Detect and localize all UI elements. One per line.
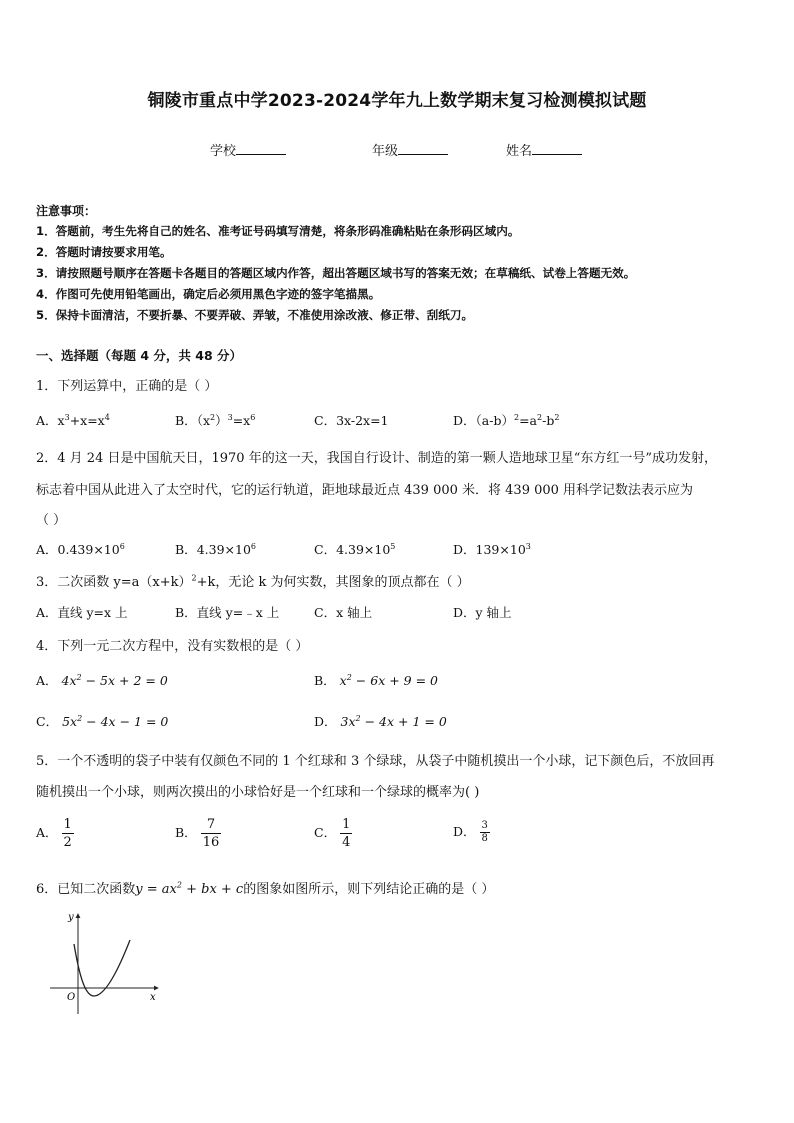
q2-option-c[interactable]: C．$4.39\times 10^5$ [314,541,396,557]
q2-option-d[interactable]: D．$139\times 10^3$ [453,541,531,557]
q5-option-a[interactable] [36,816,74,851]
q4-option-d[interactable]: D． $3x^2 - 4x + 1 = 0$ [314,713,447,729]
question-2-line-2: 标志着中国从此进入了太空时代，它的运行轨道，距地球最近点 439 000 米．将 439 000 用科学记数法表示应为 [36,483,694,498]
x-axis-label: x [150,992,156,1003]
grade-blank[interactable] [398,142,448,155]
q2-option-b-label: B． [175,542,197,557]
school-label: 学校 [210,144,237,159]
q4-option-a-label: A． [36,673,58,688]
name-label: 姓名 [506,144,533,159]
q6-stem-post: 的图象如图所示，则下列结论正确的是（ ） [243,882,495,897]
grade-label: 年级 [372,144,399,159]
q5-option-c-label: C． [314,825,337,840]
q5-c-numerator: 1 [342,817,351,832]
q3-option-a[interactable]: A．直线 y=x 上 [36,605,128,620]
notice-item: 4．作图可先使用铅笔画出，确定后必须用黑色字迹的签字笔描黑。 [36,287,381,301]
notice-item: 2．答题时请按要求用笔。 [36,245,172,259]
question-5-line-1: 5．一个不透明的袋子中装有仅颜色不同的 1 个红球和 3 个绿球，从袋子中随机摸出一个小球，记下颜色后，不放回再 [36,754,715,769]
q5-d-denominator: 8 [481,833,488,844]
q1-option-d[interactable]: D．$(a-b)^2=a^2-b^2$ [453,412,560,428]
notice-item: 1．答题前，考生先将自己的姓名、准考证号码填写清楚，将条形码准确粘贴在条形码区域内。 [36,224,520,238]
q3-option-d[interactable]: D．y 轴上 [453,605,512,620]
q6-function-expression: $y = ax^2$ + bx + c [135,880,244,897]
q4-option-a[interactable]: A． $4x^2 - 5x + 2 = 0$ [36,672,168,688]
q5-option-d-label: D． [453,824,476,839]
origin-label: O [67,992,76,1003]
q5-option-b-label: B． [175,825,197,840]
q2-option-d-label: D． [453,542,476,557]
notice-block [36,202,776,326]
name-field[interactable] [506,140,582,159]
y-axis-label: y [68,912,74,923]
q6-parabola-graph [44,908,164,1020]
q1-option-d-label: D． [453,413,476,428]
q3-option-c[interactable]: C．x 轴上 [314,605,373,620]
q1-option-b[interactable]: B．$(x^2)^3=x^6$ [175,412,256,428]
q5-option-c[interactable] [314,816,352,851]
q4-option-b-label: B． [314,673,336,688]
question-2-line-3: （ ） [36,513,67,528]
exam-title: 铜陵市重点中学2023-2024学年九上数学期末复习检测模拟试题 [147,91,647,111]
q2-option-b[interactable]: B．$4.39\times 10^6$ [175,541,256,557]
q5-c-denominator: 4 [342,835,351,850]
q5-a-numerator: 1 [63,817,72,832]
q3-stem-post: +k，无论 k 为何实数，其图象的顶点都在（ ） [196,575,470,590]
question-2-line-1: 2．4 月 24 日是中国航天日，1970 年的这一天，我国自行设计、制造的第一颗人造地球卫星“东方红一号”成功发射， [36,451,717,466]
q6-stem-pre: 6．已知二次函数 [36,882,136,897]
question-3-stem: 3．二次函数 $y=a(x+k)^2+k$，无论 k 为何实数，其图象的顶点都在（ ） [36,573,470,590]
q1-option-b-label: B． [175,413,197,428]
student-info-row [0,140,794,160]
q5-fraction-a [62,816,74,851]
q4-option-d-label: D． [314,714,337,729]
q5-option-d[interactable] [453,820,490,845]
question-5-line-2: 随机摸出一个小球，则两次摸出的小球恰好是一个红球和一个绿球的概率为( ) [36,785,480,800]
notice-heading: 注意事项： [36,204,97,218]
q1-option-a-label: A． [36,413,58,428]
q4-option-b[interactable]: B． $x^2 - 6x + 9 = 0$ [314,672,438,688]
q5-b-denominator: 16 [202,835,220,850]
q3-stem-pre: 3．二次函数 y=a（x+k） [36,575,192,590]
q1-option-a[interactable]: A．$x^3+x=x^4$ [36,412,110,428]
q5-b-numerator: 7 [201,816,222,834]
q5-a-denominator: 2 [63,835,72,850]
q2-option-a-label: A． [36,542,58,557]
school-field[interactable] [210,140,286,159]
q3-option-b[interactable]: B．直线 y=﹣x 上 [175,605,280,620]
school-blank[interactable] [236,142,286,155]
question-1-stem: 1．下列运算中，正确的是（ ） [36,379,218,394]
notice-item: 5．保持卡面清洁，不要折暴、不要弄破、弄皱，不准使用涂改液、修正带、刮纸刀。 [36,308,474,322]
question-6-stem [36,878,494,897]
q5-fraction-c [340,816,352,851]
q4-option-c[interactable]: C． $5x^2 - 4x - 1 = 0$ [36,713,169,729]
grade-field[interactable] [372,140,448,159]
q2-option-a[interactable]: A．$0.439\times 10^6$ [36,541,125,557]
q5-option-b[interactable] [175,816,221,851]
q4-option-c-label: C． [36,714,59,729]
q5-d-numerator: 3 [481,820,488,831]
q5-fraction-b [201,816,222,851]
q1-option-c[interactable]: C．3x-2x=1 [314,413,389,428]
section-title: 一、选择题（每题 4 分，共 48 分） [36,348,243,363]
q2-option-c-label: C． [314,542,337,557]
name-blank[interactable] [532,142,582,155]
q5-option-a-label: A． [36,825,58,840]
q5-fraction-d [480,820,490,845]
question-4-stem: 4．下列一元二次方程中，没有实数根的是（ ） [36,639,309,654]
notice-item: 3．请按照题号顺序在答题卡各题目的答题区域内作答，超出答题区域书写的答案无效；在草稿纸、试卷上答题无效。 [36,266,636,280]
